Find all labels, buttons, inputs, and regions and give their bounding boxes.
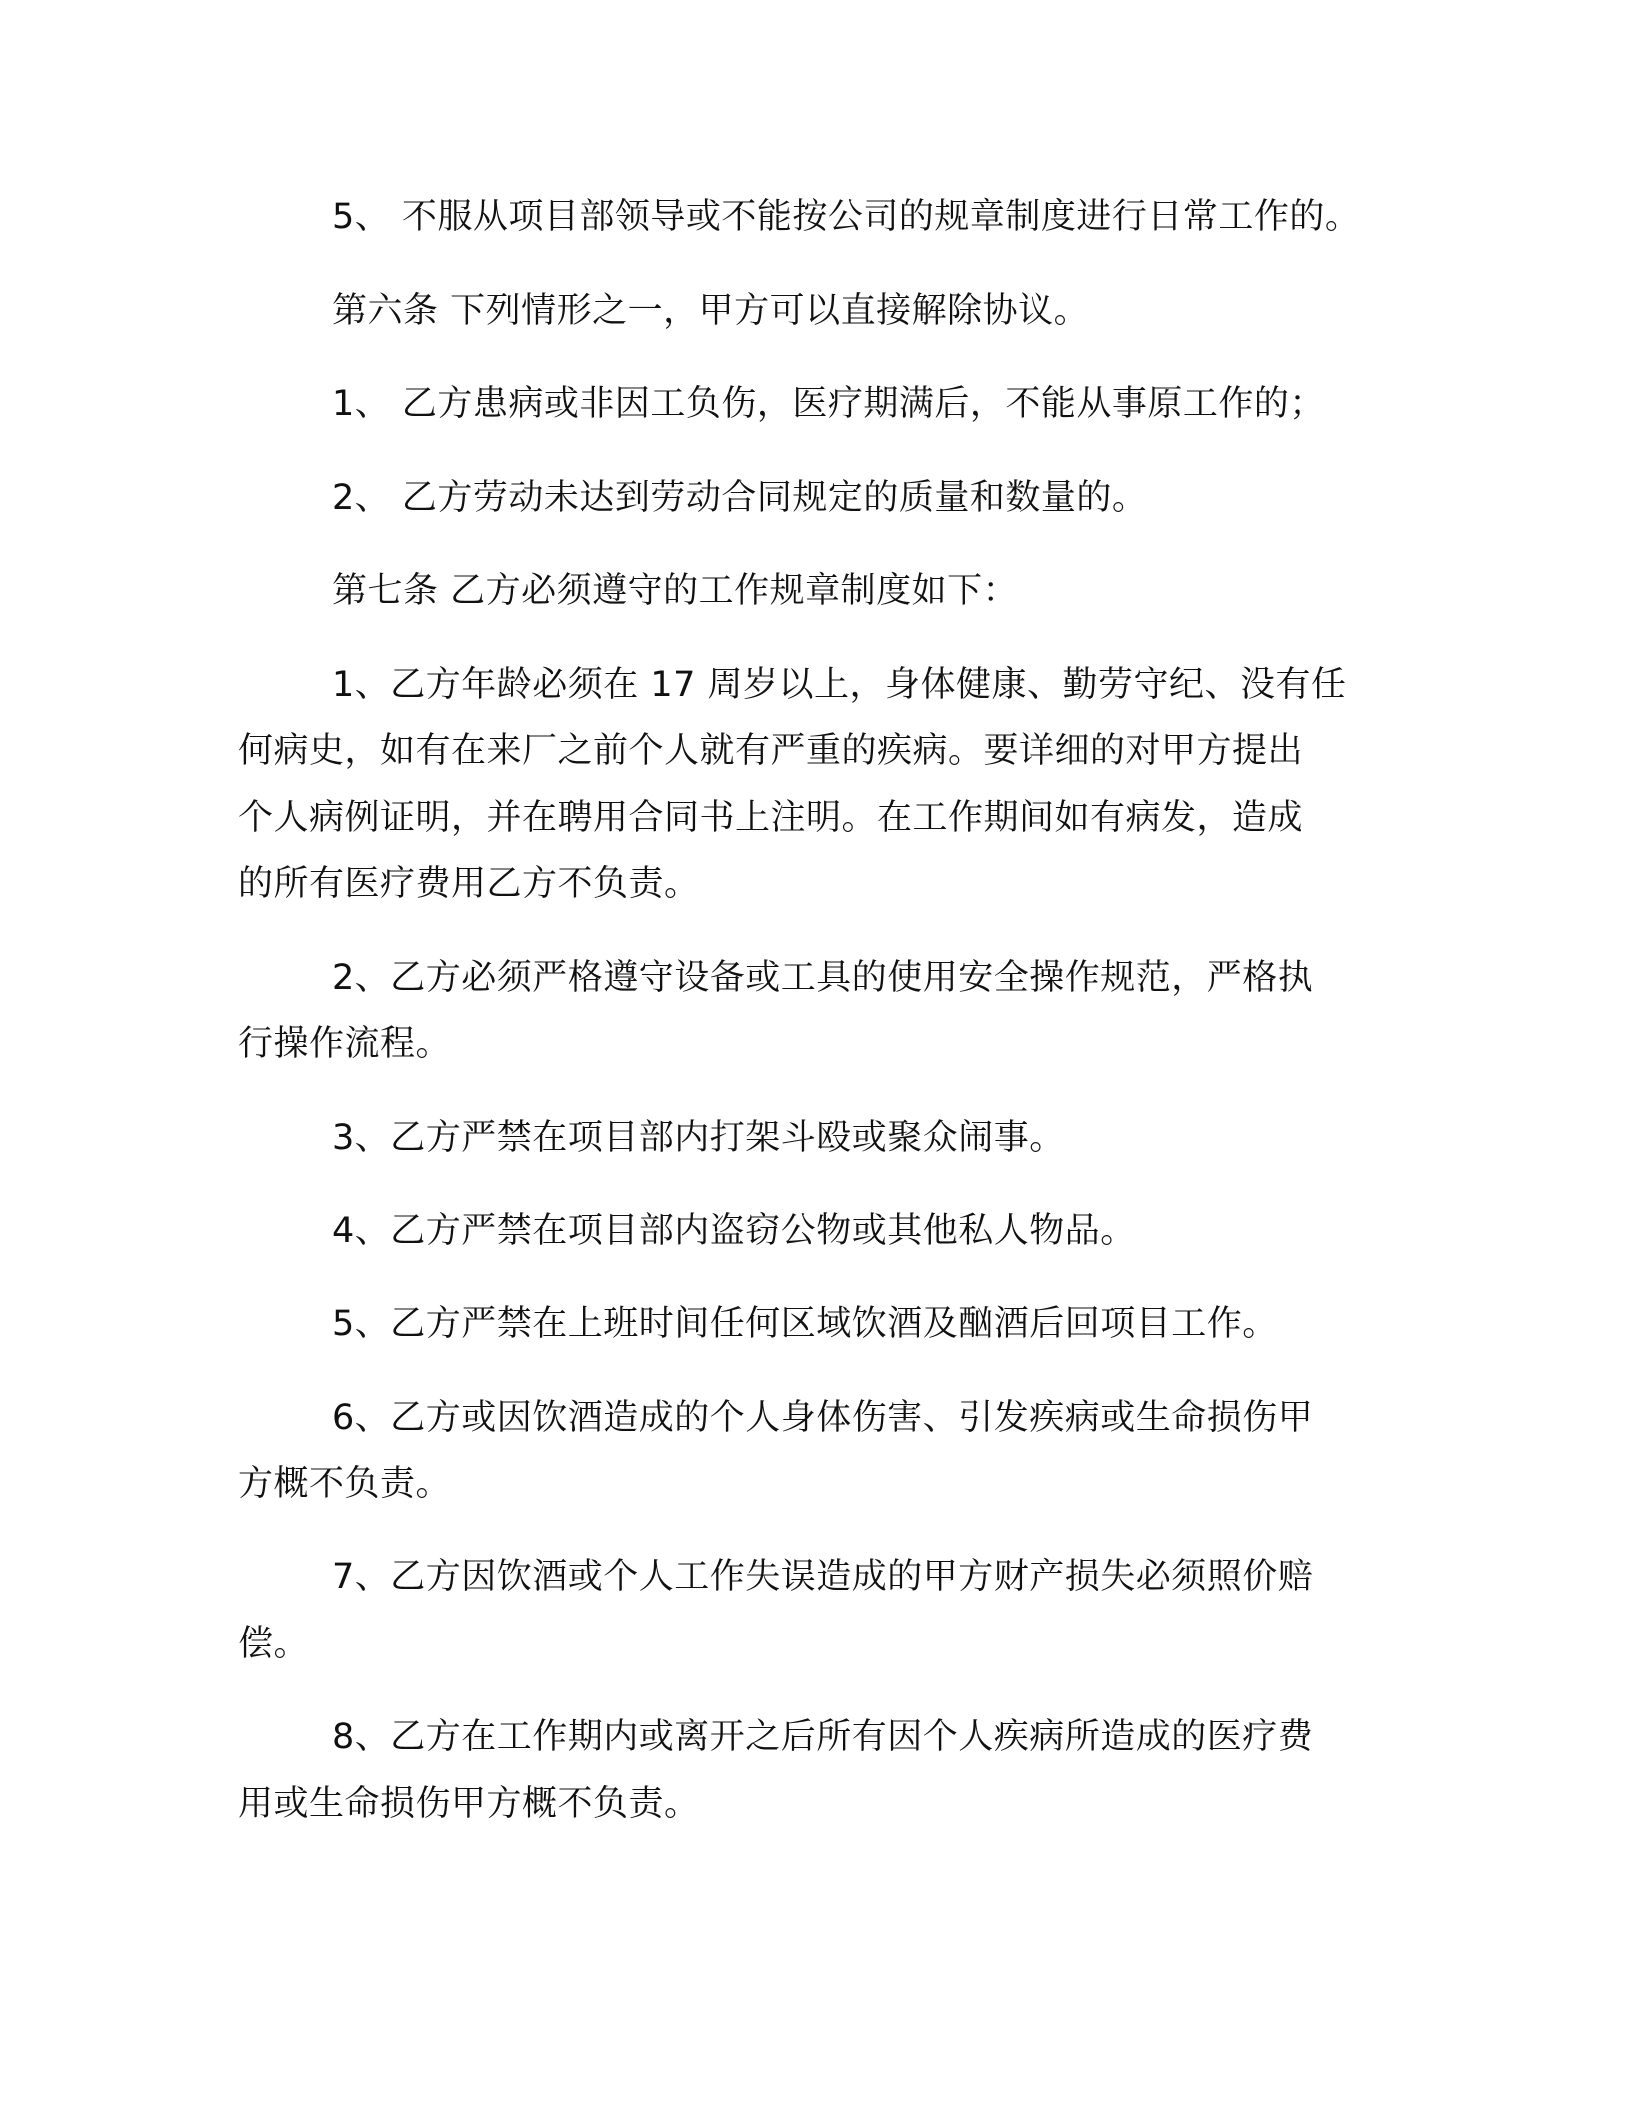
paragraph-line: 方概不负责。 [238, 1464, 452, 1504]
paragraph-line: 7、乙方因饮酒或个人工作失误造成的甲方财产损失必须照价赔 [332, 1557, 1314, 1597]
article-heading: 第七条 乙方必须遵守的工作规章制度如下： [332, 571, 1019, 611]
paragraph-line: 行操作流程。 [238, 1024, 452, 1064]
paragraph-line: 何病史，如有在来厂之前个人就有严重的疾病。要详细的对甲方提出 [238, 731, 1304, 771]
paragraph-line: 2、乙方必须严格遵守设备或工具的使用安全操作规范，严格执 [332, 958, 1314, 998]
paragraph-line: 1、乙方年龄必须在 17 周岁以上，身体健康、勤劳守纪、没有任 [332, 665, 1347, 705]
paragraph-line: 6、乙方或因饮酒造成的个人身体伤害、引发疾病或生命损伤甲 [332, 1398, 1314, 1438]
paragraph-line: 1、 乙方患病或非因工负伤，医疗期满后，不能从事原工作的； [332, 384, 1325, 424]
paragraph-line: 用或生命损伤甲方概不负责。 [238, 1784, 700, 1824]
paragraph-line: 5、 不服从项目部领导或不能按公司的规章制度进行日常工作的。 [332, 197, 1361, 237]
paragraph-line: 的所有医疗费用乙方不负责。 [238, 864, 700, 904]
paragraph-line: 5、乙方严禁在上班时间任何区域饮酒及酗酒后回项目工作。 [332, 1304, 1278, 1344]
article-heading: 第六条 下列情形之一，甲方可以直接解除协议。 [332, 291, 1090, 331]
paragraph-line: 偿。 [238, 1624, 310, 1664]
paragraph-line: 4、乙方严禁在项目部内盗窃公物或其他私人物品。 [332, 1211, 1136, 1251]
paragraph-line: 3、乙方严禁在项目部内打架斗殴或聚众闹事。 [332, 1118, 1065, 1158]
paragraph-line: 8、乙方在工作期内或离开之后所有因个人疾病所造成的医疗费 [332, 1717, 1314, 1757]
paragraph-line: 个人病例证明，并在聘用合同书上注明。在工作期间如有病发，造成 [238, 798, 1304, 838]
paragraph-line: 2、 乙方劳动未达到劳动合同规定的质量和数量的。 [332, 478, 1148, 518]
